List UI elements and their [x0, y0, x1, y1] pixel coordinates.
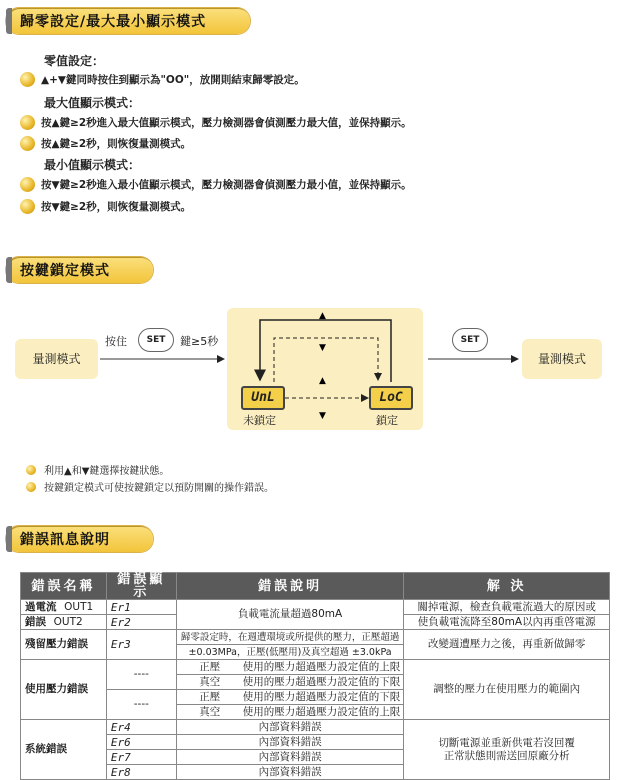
cell-text: 使用的壓力超過壓力設定值的下限 [242, 675, 401, 688]
error-code: ---- [106, 660, 176, 690]
col-header: 解 決 [404, 573, 610, 600]
error-desc [176, 675, 404, 690]
press-label: 按住 [105, 335, 127, 348]
list-item [20, 72, 305, 87]
error-solution [404, 720, 610, 780]
error-code: Er6 [106, 735, 176, 750]
section-header-lock [6, 257, 153, 283]
min-heading: 最小值顯示模式： [44, 158, 141, 172]
hold-label: 鍵≥5秒 [180, 335, 219, 348]
error-code: Er7 [106, 750, 176, 765]
section-title: 按鍵鎖定模式 [20, 263, 110, 279]
error-name: 系統錯誤 [21, 720, 107, 780]
error-name: 殘留壓力錯誤 [21, 630, 107, 660]
table-header-row [21, 573, 610, 600]
set-key-icon: SET [138, 328, 174, 352]
section-title: 歸零設定/最大最小顯示模式 [20, 14, 207, 30]
list-item [20, 115, 412, 130]
svg-text:▲: ▲ [319, 311, 326, 321]
error-desc: 內部資料錯誤 [176, 720, 404, 735]
cell-text: 錯誤 [25, 615, 46, 628]
list-item-text: 按▲鍵≥2秒，則恢復量測模式。 [41, 138, 192, 150]
section-title: 錯誤訊息說明 [20, 532, 110, 548]
error-table [20, 572, 610, 780]
cell-text: 過電流 [25, 600, 57, 613]
table-row [21, 600, 610, 615]
svg-text:▼: ▼ [319, 343, 326, 353]
error-desc: 歸零設定時，在週遭環境或所提供的壓力，正壓超過 [176, 630, 404, 645]
cell-text: OUT2 [53, 615, 83, 628]
col-header: 錯誤說明 [176, 573, 404, 600]
unlock-display: UnL [241, 386, 285, 410]
mode-label: 量測模式 [537, 352, 586, 366]
bullet-icon [20, 72, 35, 87]
lock-label: 鎖定 [376, 414, 398, 427]
table-row [21, 660, 610, 675]
error-code: Er2 [106, 615, 176, 630]
bullet-icon [26, 482, 36, 492]
error-name [21, 615, 107, 630]
error-code: Er1 [106, 600, 176, 615]
set-key-icon: SET [452, 328, 488, 352]
col-header: 錯誤名稱 [21, 573, 107, 600]
list-item [20, 136, 191, 151]
cell-text: OUT1 [64, 600, 94, 613]
bullet-icon [20, 177, 35, 192]
note-item [26, 479, 274, 494]
error-solution: 關掉電源，檢查負載電流過大的原因或 [404, 600, 610, 615]
bullet-icon [26, 465, 36, 475]
error-code: Er3 [106, 630, 176, 660]
lock-display: LoC [369, 386, 413, 410]
error-code: Er8 [106, 765, 176, 780]
cell-text: 正常狀態則需送回原廠分析 [443, 749, 570, 762]
error-desc: ±0.03MPa，正壓(低壓用)及真空超過 ±3.0kPa [176, 645, 404, 660]
zero-heading: 零值設定： [44, 54, 105, 68]
note-text: 利用▲和▼鍵選擇按鍵狀態。 [44, 466, 170, 477]
max-heading: 最大值顯示模式： [44, 96, 141, 110]
cell-text: 正壓 [199, 660, 221, 673]
cell-text: 正壓 [199, 690, 221, 703]
bullet-icon [20, 199, 35, 214]
svg-text:▲: ▲ [319, 376, 326, 386]
error-desc [176, 690, 404, 705]
note-item [26, 462, 169, 477]
error-desc [176, 705, 404, 720]
bullet-icon [20, 115, 35, 130]
note-text: 按鍵鎖定模式可使按鍵鎖定以預防開關的操作錯誤。 [44, 483, 274, 494]
error-desc: 負載電流量超過80mA [176, 600, 404, 630]
col-header: 錯誤顯示 [106, 573, 176, 600]
error-code: ---- [106, 690, 176, 720]
unlock-label: 未鎖定 [243, 414, 276, 427]
bullet-icon [20, 136, 35, 151]
error-name [21, 600, 107, 615]
svg-text:▼: ▼ [319, 411, 326, 421]
table-row [21, 630, 610, 645]
section-header-error [6, 526, 153, 552]
cell-text: 使用的壓力超過壓力設定值的下限 [242, 690, 401, 703]
section-header-zero [6, 8, 250, 34]
error-solution: 調整的壓力在使用壓力的範圍內 [404, 660, 610, 720]
lock-flow-diagram [0, 300, 620, 440]
mode-label: 量測模式 [32, 352, 81, 366]
cell-text: 真空 [199, 675, 221, 688]
error-desc [176, 660, 404, 675]
list-item-text: 按▼鍵≥2秒進入最小值顯示模式，壓力檢測器會偵測壓力最小值，並保持顯示。 [41, 179, 412, 191]
list-item [20, 199, 191, 214]
error-desc: 內部資料錯誤 [176, 750, 404, 765]
error-desc: 內部資料錯誤 [176, 735, 404, 750]
error-name: 使用壓力錯誤 [21, 660, 107, 720]
cell-text: 真空 [199, 705, 221, 718]
error-desc: 內部資料錯誤 [176, 765, 404, 780]
error-solution: 改變週遭壓力之後，再重新做歸零 [404, 630, 610, 660]
cell-text: 使用的壓力超過壓力設定值的上限 [242, 705, 401, 718]
error-solution: 使負載電流降至80mA以內再重啓電源 [404, 615, 610, 630]
list-item-text: 按▼鍵≥2秒，則恢復量測模式。 [41, 201, 192, 213]
error-code: Er4 [106, 720, 176, 735]
cell-text: 使用的壓力超過壓力設定值的上限 [242, 660, 401, 673]
cell-text: 切斷電源並重新供電若沒回覆 [438, 736, 575, 749]
list-item-text: 按▲鍵≥2秒進入最大值顯示模式，壓力檢測器會偵測壓力最大值，並保持顯示。 [41, 117, 412, 129]
table-row [21, 720, 610, 735]
list-item-text: ▲+▼鍵同時按住到顯示為"OO"，放開則結束歸零設定。 [41, 74, 305, 86]
list-item [20, 177, 412, 192]
